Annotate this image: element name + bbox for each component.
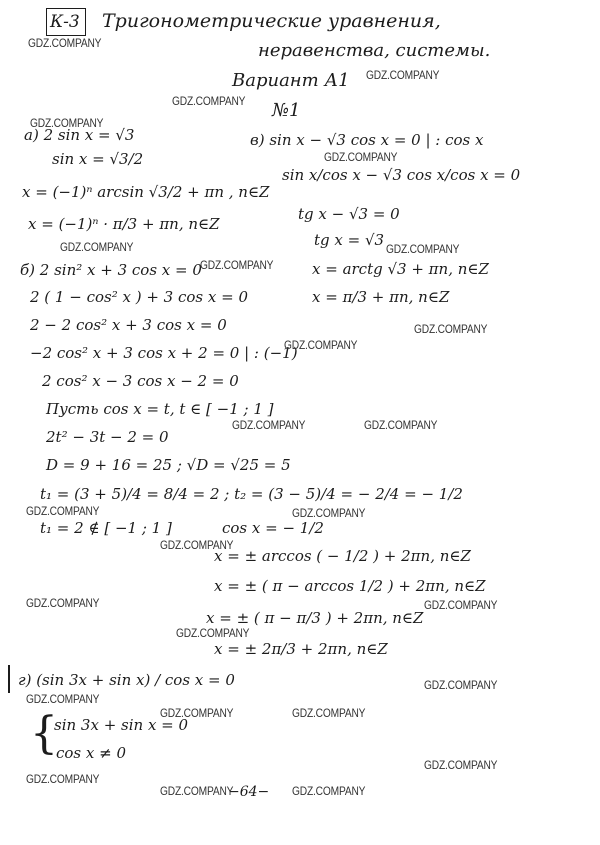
step-v2: sin x/cos x − √3 cos x/cos x = 0 <box>282 166 521 184</box>
watermark: GDZ.COMPANY <box>26 504 100 518</box>
watermark: GDZ.COMPANY <box>28 36 102 50</box>
watermark: GDZ.COMPANY <box>200 258 274 272</box>
step-a3: x = (−1)ⁿ arcsin √3/2 + πn , n∈Z <box>22 183 270 201</box>
watermark: GDZ.COMPANY <box>424 598 498 612</box>
step-v1: в) sin x − √3 cos x = 0 | : cos x <box>250 131 484 149</box>
system-brace: { <box>30 708 58 759</box>
watermark: GDZ.COMPANY <box>160 706 234 720</box>
step-v6: x = π/3 + πn, n∈Z <box>312 288 450 306</box>
watermark: GDZ.COMPANY <box>424 678 498 692</box>
step-b10: t₁ = 2 ∉ [ −1 ; 1 ] <box>40 519 172 537</box>
watermark: GDZ.COMPANY <box>324 150 398 164</box>
watermark: GDZ.COMPANY <box>292 706 366 720</box>
watermark: GDZ.COMPANY <box>386 242 460 256</box>
exercise-number: №1 <box>272 100 301 121</box>
step-a1: а) 2 sin x = √3 <box>24 126 135 144</box>
watermark: GDZ.COMPANY <box>172 94 246 108</box>
variant-label: Вариант А1 <box>232 70 350 91</box>
watermark: GDZ.COMPANY <box>60 240 134 254</box>
step-g1: г) (sin 3x + sin x) / cos x = 0 <box>18 671 235 689</box>
page-subtitle: неравенства, системы. <box>258 40 491 61</box>
step-b1: б) 2 sin² x + 3 cos x = 0 <box>20 261 202 279</box>
watermark: GDZ.COMPANY <box>292 506 366 520</box>
page-title: Тригонометрические уравнения, <box>102 10 441 32</box>
step-b13: x = ± ( π − arccos 1/2 ) + 2πn, n∈Z <box>214 577 486 595</box>
watermark: GDZ.COMPANY <box>26 692 100 706</box>
step-a4: x = (−1)ⁿ · π/3 + πn, n∈Z <box>28 215 220 233</box>
watermark: GDZ.COMPANY <box>30 116 104 130</box>
step-b9: t₁ = (3 + 5)/4 = 8/4 = 2 ; t₂ = (3 − 5)/4 = − 2/4 = − 1/2 <box>40 485 463 503</box>
step-g3: cos x ≠ 0 <box>56 744 127 762</box>
step-g2: sin 3x + sin x = 0 <box>54 716 189 734</box>
step-b15: x = ± 2π/3 + 2πn, n∈Z <box>214 640 388 658</box>
watermark: GDZ.COMPANY <box>232 418 306 432</box>
step-b7: 2t² − 3t − 2 = 0 <box>46 428 169 446</box>
margin-bar <box>8 665 10 693</box>
step-b4: −2 cos² x + 3 cos x + 2 = 0 | : (−1) <box>30 344 298 362</box>
step-v4: tg x = √3 <box>314 231 385 249</box>
watermark: GDZ.COMPANY <box>414 322 488 336</box>
watermark: GDZ.COMPANY <box>26 596 100 610</box>
task-tag: К-3 <box>50 12 80 32</box>
step-b5: 2 cos² x − 3 cos x − 2 = 0 <box>42 372 239 390</box>
watermark: GDZ.COMPANY <box>160 538 234 552</box>
step-b2: 2 ( 1 − cos² x ) + 3 cos x = 0 <box>30 288 248 306</box>
step-b8: D = 9 + 16 = 25 ; √D = √25 = 5 <box>46 456 291 474</box>
step-b3: 2 − 2 cos² x + 3 cos x = 0 <box>30 316 227 334</box>
watermark: GDZ.COMPANY <box>284 338 358 352</box>
step-v5: x = arctg √3 + πn, n∈Z <box>312 260 489 278</box>
watermark: GDZ.COMPANY <box>176 626 250 640</box>
watermark: GDZ.COMPANY <box>26 772 100 786</box>
watermark: GDZ.COMPANY <box>364 418 438 432</box>
watermark: GDZ.COMPANY <box>160 784 234 798</box>
step-b14: x = ± ( π − π/3 ) + 2πn, n∈Z <box>206 609 424 627</box>
step-b6: Пусть cos x = t, t ∈ [ −1 ; 1 ] <box>46 400 274 418</box>
step-b11: cos x = − 1/2 <box>222 519 324 537</box>
step-b12: x = ± arccos ( − 1/2 ) + 2πn, n∈Z <box>214 547 471 565</box>
step-v3: tg x − √3 = 0 <box>298 205 400 223</box>
watermark: GDZ.COMPANY <box>292 784 366 798</box>
watermark: GDZ.COMPANY <box>366 68 440 82</box>
step-a2: sin x = √3/2 <box>52 150 144 168</box>
page-number: −64− <box>228 784 270 800</box>
watermark: GDZ.COMPANY <box>424 758 498 772</box>
